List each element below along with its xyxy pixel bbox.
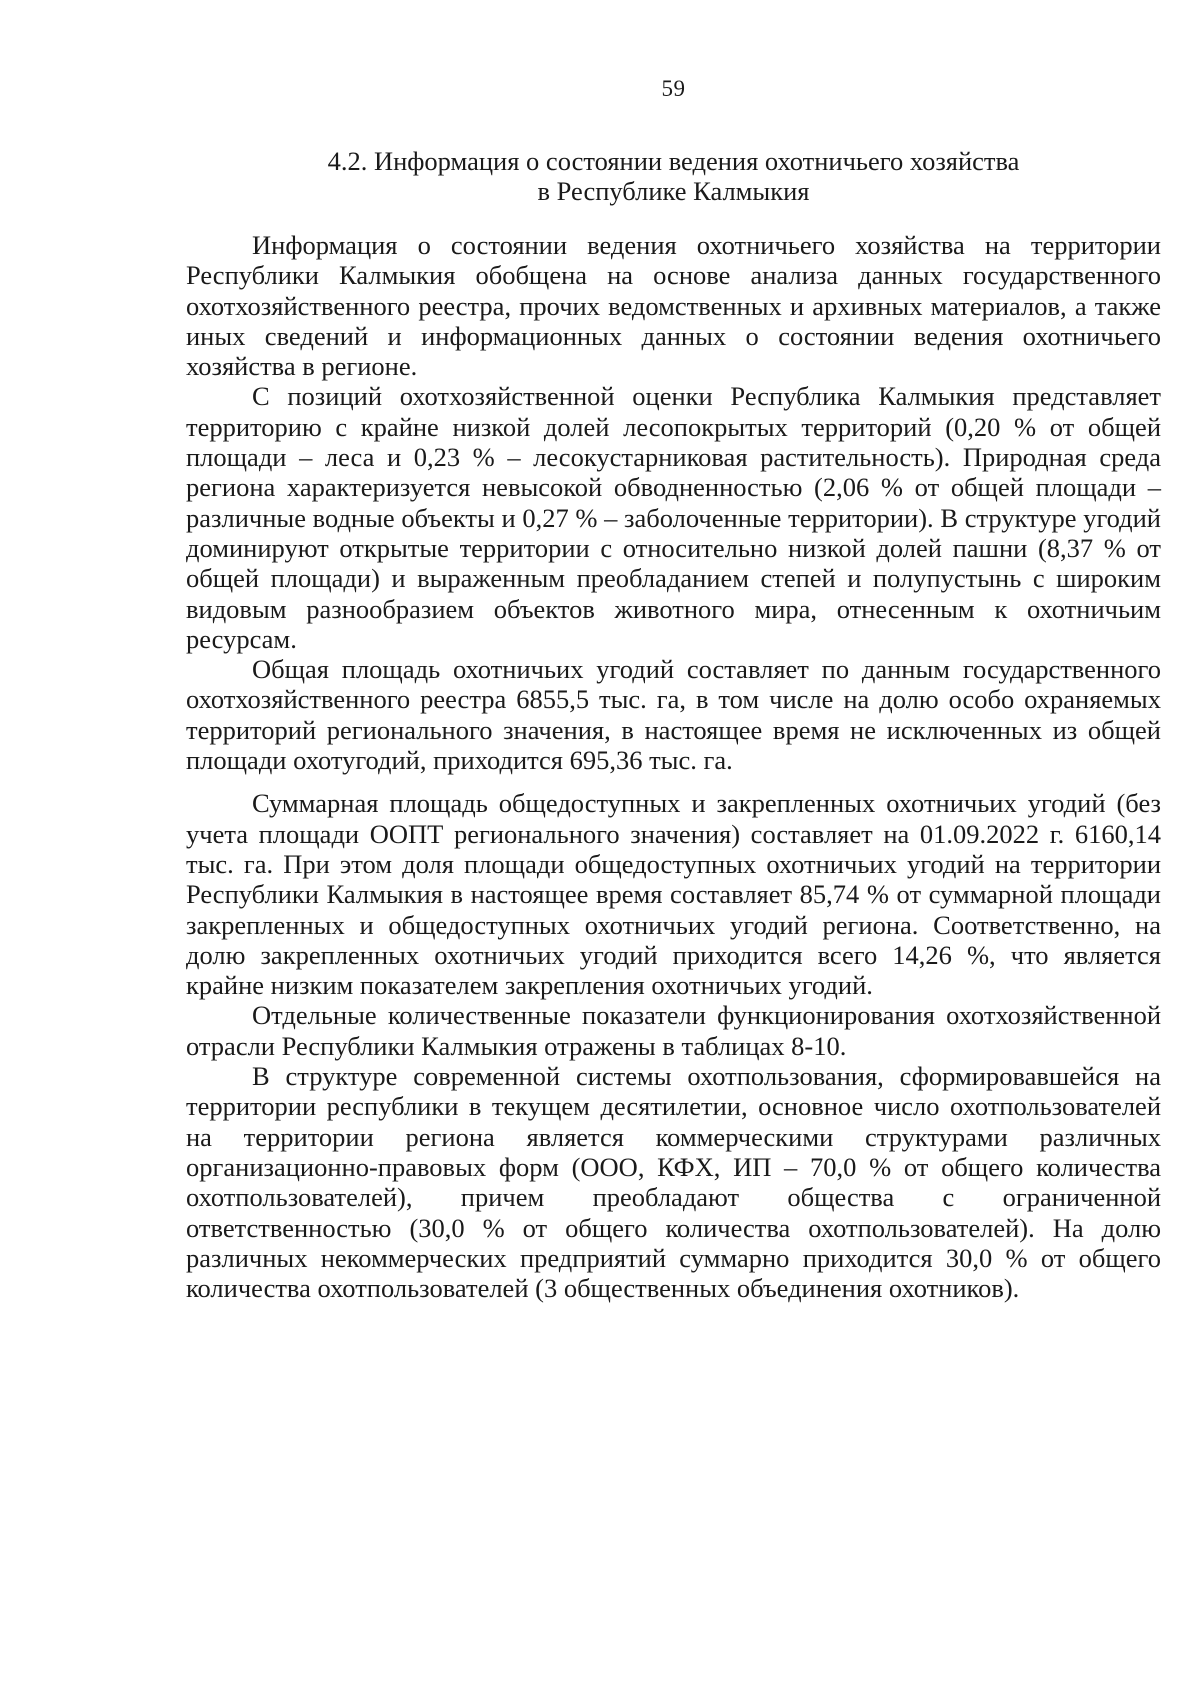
body-text [186, 230, 1161, 1303]
section-heading-line-1: 4.2. Информация о состоянии ведения охотничьего хозяйства [327, 146, 1020, 176]
section-heading [0, 146, 1200, 206]
paragraph: Суммарная площадь общедоступных и закрепленных охотничьих угодий (без учета площади ООПТ регионального значения) составляет на 01.09.2022 г. 6160,14 тыс. га. При этом доля площади общедоступных охотничьих угодий на территории Республики Калмыкия в настоящее время составляет 85,74 % от суммарной площади закрепленных и общедоступных охотничьих угодий региона. Соответственно, на долю закрепленных охотничьих угодий приходится всего 14,26 %, что является крайне низким показателем закрепления охотничьих угодий. [186, 788, 1161, 1001]
paragraph: Общая площадь охотничьих угодий составляет по данным государственного охотхозяйственного реестра 6855,5 тыс. га, в том числе на долю особо охраняемых территорий регионального значения, в настоящее время не исключенных из общей площади охотугодий, приходится 695,36 тыс. га. [186, 654, 1161, 776]
paragraph: Отдельные количественные показатели функционирования охотхозяйственной отрасли Республики Калмыкия отражены в таблицах 8-10. [186, 1000, 1161, 1061]
section-heading-line-2: в Республике Калмыкия [537, 176, 810, 206]
paragraph: В структуре современной системы охотпользования, сформировавшейся на территории республики в текущем десятилетии, основное число охотпользователей на территории региона является коммерческими структурами различных организационно-правовых форм (ООО, КФХ, ИП – 70,0 % от общего количества охотпользователей), причем преобладают общества с ограниченной ответственностью (30,0 % от общего количества охотпользователей). На долю различных некоммерческих предприятий суммарно приходится 30,0 % от общего количества охотпользователей (3 общественных объединения охотников). [186, 1061, 1161, 1304]
paragraph: Информация о состоянии ведения охотничьего хозяйства на территории Республики Калмыкия обобщена на основе анализа данных государственного охотхозяйственного реестра, прочих ведомственных и архивных материалов, а также иных сведений и информационных данных о состоянии ведения охотничьего хозяйства в регионе. [186, 230, 1161, 382]
page-number: 59 [661, 76, 686, 101]
paragraph: С позиций охотхозяйственной оценки Республика Калмыкия представляет территорию с крайне низкой долей лесопокрытых территорий (0,20 % от общей площади – леса и 0,23 % – лесокустарниковая растительность). Природная среда региона характеризуется невысокой обводненностью (2,06 % от общей площади – различные водные объекты и 0,27 % – заболоченные территории). В структуре угодий доминируют открытые территории с относительно низкой долей пашни (8,37 % от общей площади) и выраженным преобладанием степей и полупустынь с широким видовым разнообразием объектов животного мира, отнесенным к охотничьим ресурсам. [186, 381, 1161, 654]
